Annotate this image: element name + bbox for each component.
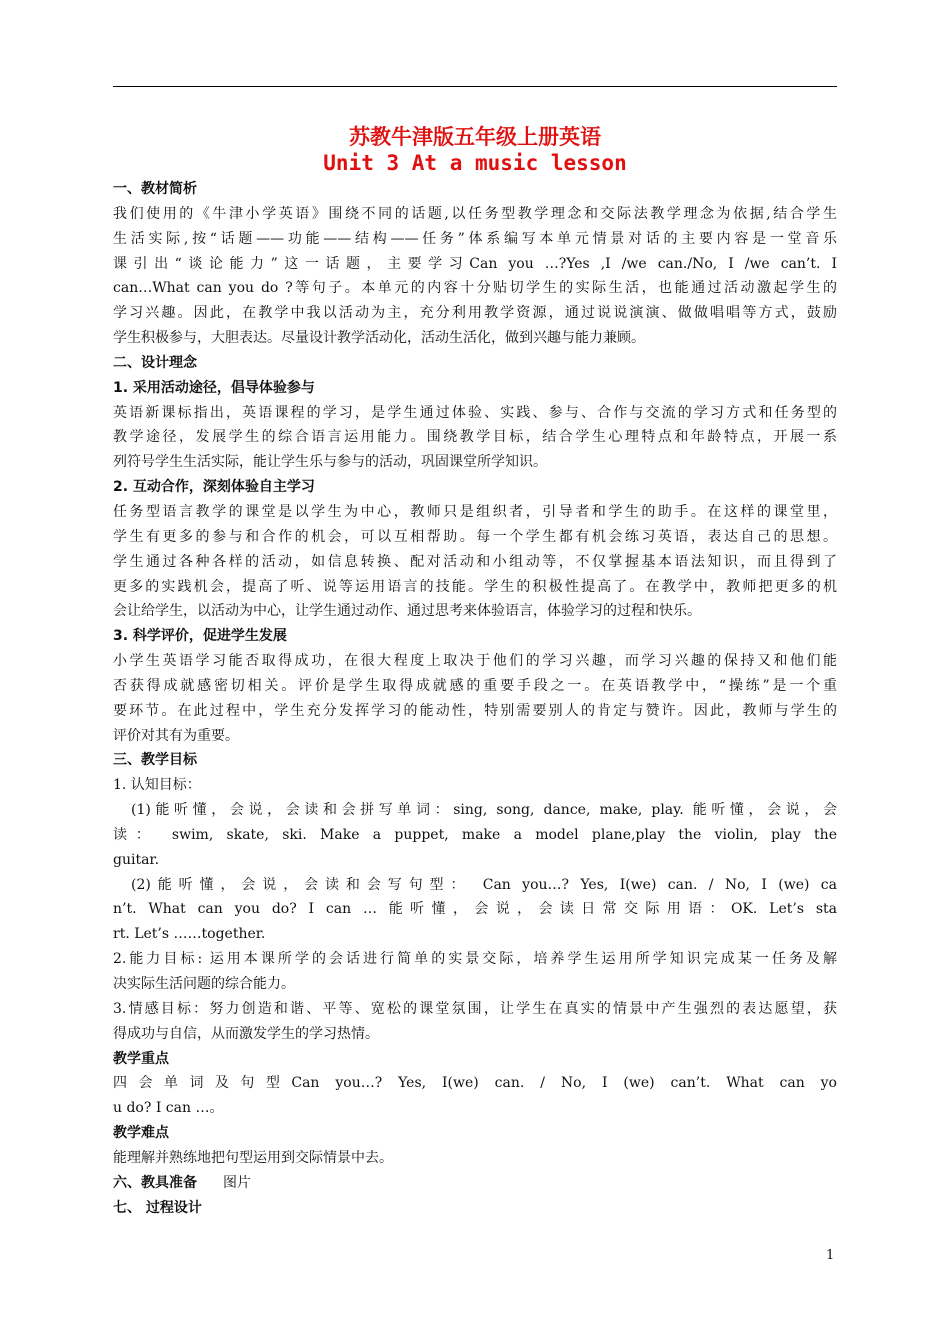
paragraph-line: 小学生英语学习能否取得成功，在很大程度上取决于他们的学习兴趣，而学习兴趣的保持又和他们能 [113,653,837,670]
paragraph-line: 读： swim, skate, ski. Make a puppet, make a model plane,play the violin, play the [113,826,837,843]
paragraph-line: 列符号学生生活实际，能让学生乐与参与的活动，巩固课堂所学知识。 [113,454,547,471]
objective-label-cognitive: 1. 认知目标： [113,777,201,794]
paragraph-line: 学生通过各种各样的活动，如信息转换、配对活动和小组动等，不仅掌握基本语法知识，而且得到了 [113,553,837,570]
paragraph-line: 得成功与自信，从而激发学生的学习热情。 [113,1025,379,1042]
paragraph-line: 英语新课标指出，英语课程的学习，是学生通过体验、实践、参与、合作与交流的学习方式和任务型的 [113,404,837,421]
paragraph-line: u do? I can …。 [113,1100,224,1117]
paragraph-line: (2)能听懂，会说，会读和会写句型： Can you…? Yes, I(we) can. / No, I (we) ca [131,876,837,893]
document-body [113,177,837,1220]
section-heading-teaching-aids: 六、教具准备 [113,1174,197,1191]
paragraph-line: 学生积极参与，大胆表达。尽量设计教学活动化，活动生活化，做到兴趣与能力兼顾。 [113,330,645,347]
section-heading-process: 七、 过程设计 [113,1199,202,1216]
paragraph-line: 会让给学生，以活动为中心，让学生通过动作、通过思考来体验语言，体验学习的过程和快乐。 [113,603,701,620]
section-heading-design: 二、设计理念 [113,354,197,371]
paragraph-line: 四会单词及句型Can you…? Yes, I(we) can. / No, I (we) can’t. What can yo [113,1075,837,1092]
paragraph-line: 3.情感目标：努力创造和谐、平等、宽松的课堂氛围，让学生在真实的情景中产生强烈的表达愿望，获 [113,1000,837,1017]
teaching-aids-value: 图片 [223,1174,251,1191]
subheading-evaluation: 3. 科学评价，促进学生发展 [113,628,287,645]
paragraph-line: 要环节。在此过程中，学生充分发挥学习的能动性，特别需要别人的肯定与赞许。因此，教师与学生的 [113,702,837,719]
document-title-cn: 苏教牛津版五年级上册英语 [349,125,601,149]
subheading-cooperation: 2. 互动合作，深刻体验自主学习 [113,479,315,496]
section-heading-objectives: 三、教学目标 [113,752,197,769]
paragraph-line: guitar. [113,851,160,868]
paragraph-line: 生活实际,按“话题——功能——结构——任务”体系编写本单元情景对话的主要内容是一堂音乐 [113,230,837,247]
section-heading-key-points: 教学重点 [113,1050,169,1067]
analysis-paragraph [113,202,837,351]
teaching-aids-row [113,1171,837,1196]
page-number: 1 [826,1248,835,1263]
subheading-activity: 1. 采用活动途径，倡导体验参与 [113,379,315,396]
paragraph-line: 能理解并熟练地把句型运用到交际情景中去。 [113,1149,393,1166]
document-title-en: Unit 3 At a music lesson [323,151,627,175]
paragraph-line: 评价对其有为重要。 [113,727,239,744]
header-rule [113,86,837,87]
paragraph-line: 决实际生活问题的综合能力。 [113,976,295,992]
paragraph-line: (1)能听懂，会说，会读和会拼写单词：sing, song, dance, make, play. 能听懂，会说，会 [131,802,837,819]
paragraph-line: 学习兴趣。因此，在教学中我以活动为主，充分利用教学资源，通过说说演演、做做唱唱等方式，鼓励 [113,305,837,322]
paragraph-line: 更多的实践机会，提高了听、说等运用语言的技能。学生的积极性提高了。在教学中，教师把更多的机 [113,578,837,595]
paragraph-line: 任务型语言教学的课堂是以学生为中心，教师只是组织者，引导者和学生的助手。在这样的课堂里， [113,503,837,520]
paragraph-line: 课引出“谈论能力”这一话题，主要学习Can you …?Yes ,I /we can./No, I /we can’t. I [113,255,837,272]
paragraph-line: 教学途径，发展学生的综合语言运用能力。围绕教学目标，结合学生心理特点和年龄特点，开展一系 [113,429,837,446]
paragraph-line: 2.能力目标: 运用本课所学的会话进行简单的实景交际，培养学生运用所学知识完成某一任务及解 [113,951,837,968]
section-heading-difficulty: 教学难点 [113,1125,169,1142]
paragraph-line: can…What can you do ?等句子。本单元的内容十分贴切学生的实际生活，也能通过活动激起学生的 [113,280,837,297]
paragraph-line: 否获得成就感密切相关。评价是学生取得成就感的重要手段之一。在英语教学中，“操练”是一个重 [113,677,837,694]
paragraph-line: n’t. What can you do? I can … 能听懂，会说，会读日常交际用语：OK. Let’s sta [113,901,837,918]
paragraph-line: rt. Let’s ……together. [113,926,266,943]
paragraph-line: 我们使用的《牛津小学英语》围绕不同的话题,以任务型教学理念和交际法教学理念为依据,结合学生 [113,205,837,222]
section-heading-analysis: 一、教材简析 [113,181,197,197]
paragraph-line: 学生有更多的参与和合作的机会，可以互相帮助。每一个学生都有机会练习英语，表达自己的思想。 [113,528,837,545]
